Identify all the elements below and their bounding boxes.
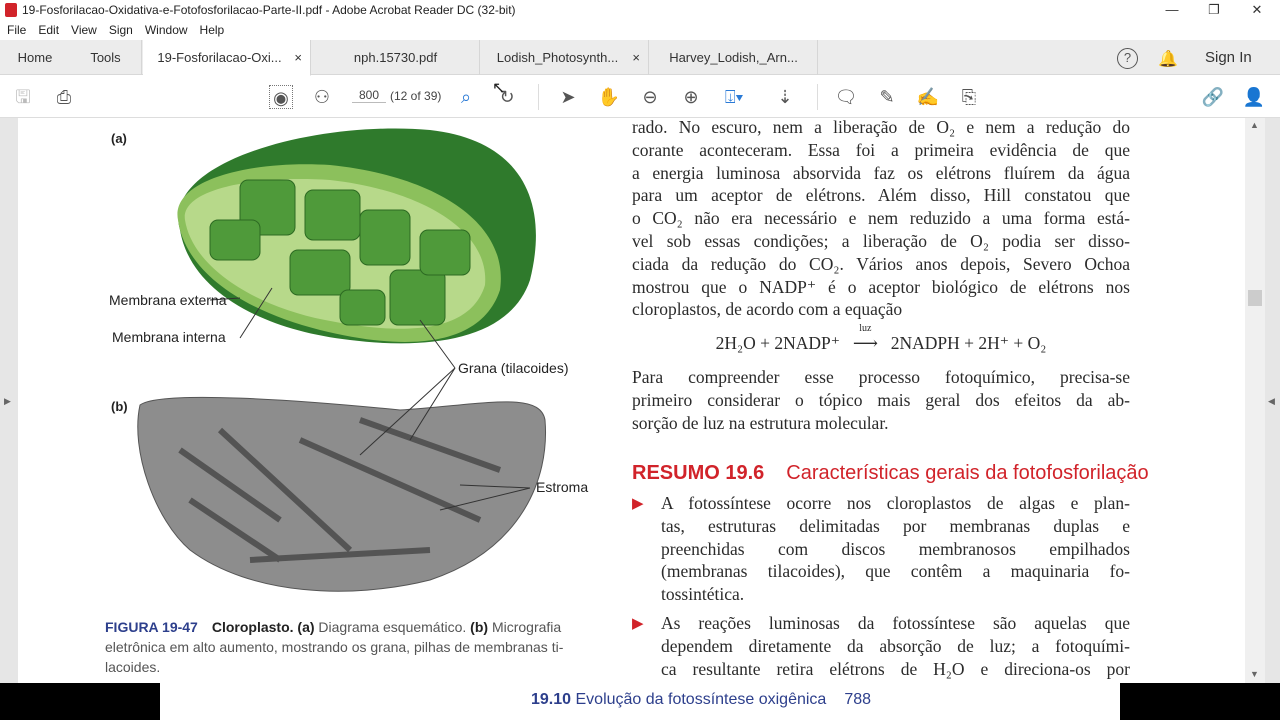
zoom-in-icon[interactable]: ⊕ xyxy=(683,87,699,107)
maximize-button[interactable]: ❐ xyxy=(1208,2,1220,17)
figure-caption xyxy=(105,617,605,677)
text-line: sorção de luz na estrutura molecular. xyxy=(632,412,889,433)
caption-title: Cloroplasto. xyxy=(211,619,294,635)
text-line: o CO₂ não era necessário e nem reduzido a uma forma está- xyxy=(632,208,1130,229)
fit-page-icon[interactable]: ⍗▾ xyxy=(724,87,744,107)
zoom-out-icon[interactable]: ⊖ xyxy=(642,87,658,107)
equation-left: 2H₂O + 2NADP⁺ xyxy=(715,333,840,353)
page-number-input[interactable]: 800 xyxy=(352,88,386,103)
caption-b-text: Micrografia xyxy=(488,619,562,635)
text-line: corante aconteceram. Essa foi a primeira evidência de que xyxy=(632,139,1130,160)
figure-label-a: (a) xyxy=(111,131,127,146)
footer-section-title: Evolução da fotossíntese oxigênica xyxy=(575,691,827,708)
menu-sign[interactable]: Sign xyxy=(108,23,133,37)
window-title: 19-Fosforilacao-Oxidativa-e-Fotofosforilacao-Parte-II.pdf - Adobe Acrobat Reader DC (32-bit) xyxy=(22,3,516,17)
text-line: preenchidas com discos membranosos empilhados xyxy=(661,538,1130,559)
scroll-up-icon[interactable]: ▲ xyxy=(1250,120,1259,130)
text-line: Para compreender esse processo fotoquímico, precisa-se xyxy=(632,367,1130,387)
divider xyxy=(538,84,539,110)
label-estroma: Estroma xyxy=(536,479,589,495)
text-line: tas, estruturas delimitadas por membranas duplas e xyxy=(661,515,1130,536)
black-bar-right xyxy=(1120,683,1280,720)
summary-bullet-1 xyxy=(661,492,1130,606)
close-tab-icon[interactable]: × xyxy=(294,50,302,65)
footer-section-number: 19.10 xyxy=(531,691,572,708)
help-icon[interactable]: ? xyxy=(1117,48,1138,69)
snapshot-camera-icon[interactable]: ◉ xyxy=(269,85,293,109)
caption-line: lacoides. xyxy=(105,659,161,675)
text-line: vel sob essas condições; a liberação de O₂ podia ser disso- xyxy=(632,230,1130,251)
mouse-cursor-icon: ↖ xyxy=(492,80,506,97)
toolbar xyxy=(0,76,1280,118)
close-tab-icon[interactable]: × xyxy=(632,50,640,65)
text-line: tossintética. xyxy=(661,584,745,605)
tab-label: Lodish_Photosynth... xyxy=(496,50,619,65)
hand-tool-icon[interactable]: ✋ xyxy=(597,87,621,107)
find-binoculars-icon[interactable]: ⚇ xyxy=(313,87,331,107)
menu-bar xyxy=(0,20,1280,40)
edit-pdf-icon[interactable]: ⎘ xyxy=(961,87,977,107)
footer-page-number: 788 xyxy=(844,691,872,708)
divider xyxy=(817,84,818,110)
caption-a-text: Diagrama esquemático. xyxy=(314,619,471,635)
paragraph-1 xyxy=(632,116,1130,321)
text-line: ca resultante retira elétrons de H₂O e direciona-os por xyxy=(661,658,1130,679)
summary-heading xyxy=(632,462,1149,485)
select-cursor-icon[interactable]: ➤ xyxy=(560,87,576,107)
vertical-scrollbar[interactable] xyxy=(1245,118,1265,683)
notification-bell-icon[interactable]: 🔔 xyxy=(1158,51,1178,68)
menu-window[interactable]: Window xyxy=(144,23,188,37)
black-bar-left xyxy=(0,683,160,720)
print-icon[interactable]: ⎙ xyxy=(56,87,72,107)
label-membrana-externa: Membrana externa xyxy=(109,292,227,308)
equation-arrow-label: luz xyxy=(859,323,872,334)
text-line: (membranas tilacoides), que contêm a maquinaria fo- xyxy=(661,561,1130,582)
page-count: (12 of 39) xyxy=(390,89,442,103)
text-line: rado. No escuro, nem a liberação de O₂ e nem a redução do xyxy=(632,117,1130,137)
scroll-mode-icon[interactable]: ⇣ xyxy=(777,87,793,107)
tab-document-2[interactable]: nph.15730.pdf xyxy=(312,40,480,75)
equation-right: 2NADPH + 2H⁺ + O₂ xyxy=(890,333,1047,353)
summary-number: RESUMO 19.6 xyxy=(632,462,765,484)
tab-tools[interactable]: Tools xyxy=(70,40,142,75)
caption-line: eletrônica em alto aumento, mostrando os grana, pilhas de membranas ti- xyxy=(105,639,564,655)
title-bar xyxy=(0,0,1280,20)
equation-arrow: luz ⟶ xyxy=(844,333,886,354)
left-panel-toggle-icon[interactable]: ▶ xyxy=(4,396,11,406)
tab-bar xyxy=(0,40,1280,75)
sign-in-button[interactable]: Sign In xyxy=(1205,49,1252,66)
text-line: para um aceptor de elétrons. Além disso, Hill constatou que xyxy=(632,185,1130,206)
label-membrana-interna: Membrana interna xyxy=(112,329,226,345)
save-icon[interactable]: 🖫 xyxy=(15,87,31,107)
caption-number: FIGURA 19-47 xyxy=(105,619,198,635)
chloroplast-diagram xyxy=(177,128,535,343)
highlight-pen-icon[interactable]: ✎ xyxy=(879,87,895,107)
comment-icon[interactable]: 🗨 xyxy=(834,87,858,107)
text-line: dependem diretamente da absorção de luz; a fotoquími- xyxy=(661,635,1130,656)
text-line: primeiro considerar o tópico mais geral dos efeitos da ab- xyxy=(632,389,1130,410)
label-grana: Grana (tilacoides) xyxy=(458,360,569,376)
summary-title: Características gerais da fotofosforilação xyxy=(786,462,1149,484)
right-panel-toggle-icon[interactable]: ◀ xyxy=(1268,396,1275,406)
bullet-arrow-icon: ▶ xyxy=(632,615,644,632)
tab-document-4[interactable]: Harvey_Lodish,_Arn... xyxy=(650,40,818,75)
menu-edit[interactable]: Edit xyxy=(38,23,60,37)
text-line: mostrou que o NADP⁺ é o aceptor biológico de elétrons nos xyxy=(632,276,1130,297)
text-line: ciada da redução do CO₂. Vários anos depois, Severo Ochoa xyxy=(632,253,1130,274)
tab-document-3[interactable] xyxy=(481,40,649,75)
share-link-icon[interactable]: 🔗 xyxy=(1201,87,1225,107)
bullet-arrow-icon: ▶ xyxy=(632,495,644,512)
sign-pen-icon[interactable]: ✍ xyxy=(916,87,940,107)
figure-label-b: (b) xyxy=(111,399,128,414)
scroll-down-icon[interactable]: ▼ xyxy=(1250,669,1259,679)
text-line: cloroplastos, de acordo com a equação xyxy=(632,299,903,320)
tab-label: 19-Fosforilacao-Oxi... xyxy=(157,50,282,65)
tab-document-1[interactable] xyxy=(143,40,311,76)
page-footer xyxy=(160,683,1120,720)
minimize-button[interactable]: — xyxy=(1165,2,1179,17)
summary-bullet-2 xyxy=(661,612,1130,680)
menu-view[interactable]: View xyxy=(71,23,97,37)
marquee-zoom-icon[interactable]: ⌕ xyxy=(460,87,472,107)
rotate-icon[interactable]: ↻ xyxy=(499,87,515,107)
acrobat-logo-icon xyxy=(5,3,17,17)
scroll-thumb[interactable] xyxy=(1248,290,1262,306)
micrograph xyxy=(138,397,546,591)
equation xyxy=(632,323,1130,354)
paragraph-2 xyxy=(632,366,1130,434)
menu-file[interactable]: File xyxy=(7,23,27,37)
caption-b: (b) xyxy=(470,619,489,635)
add-user-icon[interactable]: 👤 xyxy=(1242,87,1266,107)
text-line: As reações luminosas da fotossíntese são aquelas que xyxy=(661,613,1130,633)
menu-help[interactable]: Help xyxy=(199,23,225,37)
text-line: A fotossíntese ocorre nos cloroplastos de algas e plan- xyxy=(661,493,1130,513)
text-line: a energia luminosa absorvida faz os elétrons fluírem da água xyxy=(632,162,1130,183)
tab-home[interactable]: Home xyxy=(17,50,53,65)
close-window-button[interactable]: ✕ xyxy=(1251,2,1263,17)
caption-a: (a) xyxy=(297,619,315,635)
